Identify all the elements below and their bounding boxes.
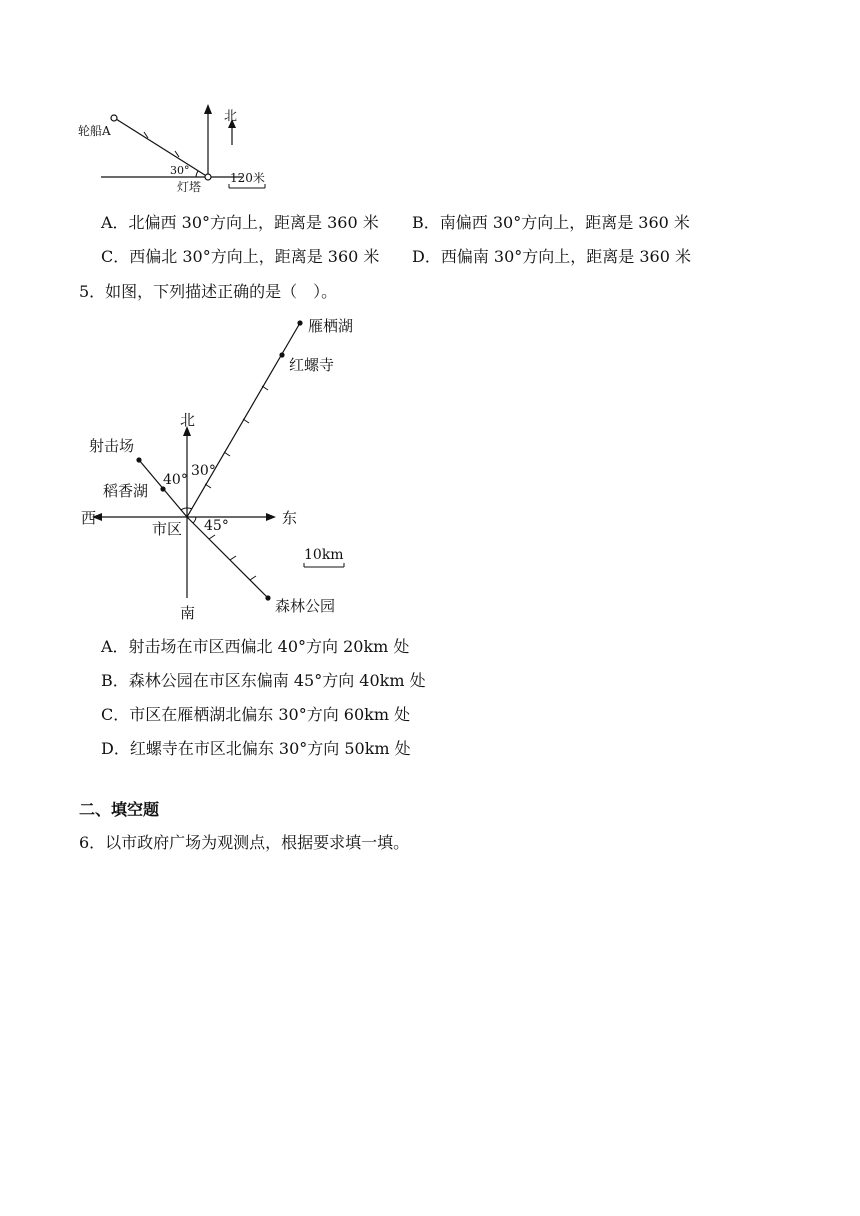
q4-lighthouse-label: 灯塔 — [177, 180, 202, 194]
q5-label-angle30: 30° — [191, 463, 216, 479]
q5-option-d: D．红螺寺在市区北偏东 30°方向 50km 处 — [101, 739, 411, 758]
q5-label-east: 东 — [282, 509, 298, 527]
q4-north-label: 北 — [224, 109, 238, 124]
q5-label-scale: 10km — [304, 547, 344, 563]
q5-option-c: C．市区在雁栖湖北偏东 30°方向 60km 处 — [101, 705, 411, 724]
q5-label-senlin: 森林公园 — [275, 597, 336, 615]
q5-label-angle45: 45° — [204, 518, 229, 534]
section-title: 二、填空题 — [79, 800, 160, 819]
q5-label-west: 西 — [81, 509, 97, 527]
q4-option-c: C．西偏北 30°方向上，距离是 360 米 — [101, 247, 380, 266]
q5-option-b: B．森林公园在市区东偏南 45°方向 40km 处 — [101, 671, 426, 690]
q5-label-angle40: 40° — [163, 472, 188, 488]
q4-option-d: D．西偏南 30°方向上，距离是 360 米 — [412, 247, 691, 266]
q5-label-daoxiang: 稻香湖 — [103, 482, 149, 500]
q4-ship-label: 轮船A — [78, 124, 111, 138]
q4-angle-label: 30° — [170, 164, 190, 177]
q5-label-sheji: 射击场 — [89, 437, 135, 455]
q4-option-b: B．南偏西 30°方向上，距离是 360 米 — [412, 213, 690, 232]
q4-scale-label: 120米 — [230, 171, 265, 185]
q5-stem: 5．如图，下列描述正确的是（ ）。 — [79, 282, 338, 301]
q5-label-center: 市区 — [152, 520, 183, 538]
q5-label-yanqi: 雁栖湖 — [308, 317, 354, 335]
q6-stem: 6．以市政府广场为观测点，根据要求填一填。 — [79, 833, 410, 852]
q4-option-a: A．北偏西 30°方向上，距离是 360 米 — [101, 213, 379, 232]
q5-option-a: A．射击场在市区西偏北 40°方向 20km 处 — [101, 637, 410, 656]
q5-label-south: 南 — [180, 604, 196, 622]
q5-label-hongluo: 红螺寺 — [289, 356, 335, 374]
q5-label-north: 北 — [180, 411, 196, 429]
